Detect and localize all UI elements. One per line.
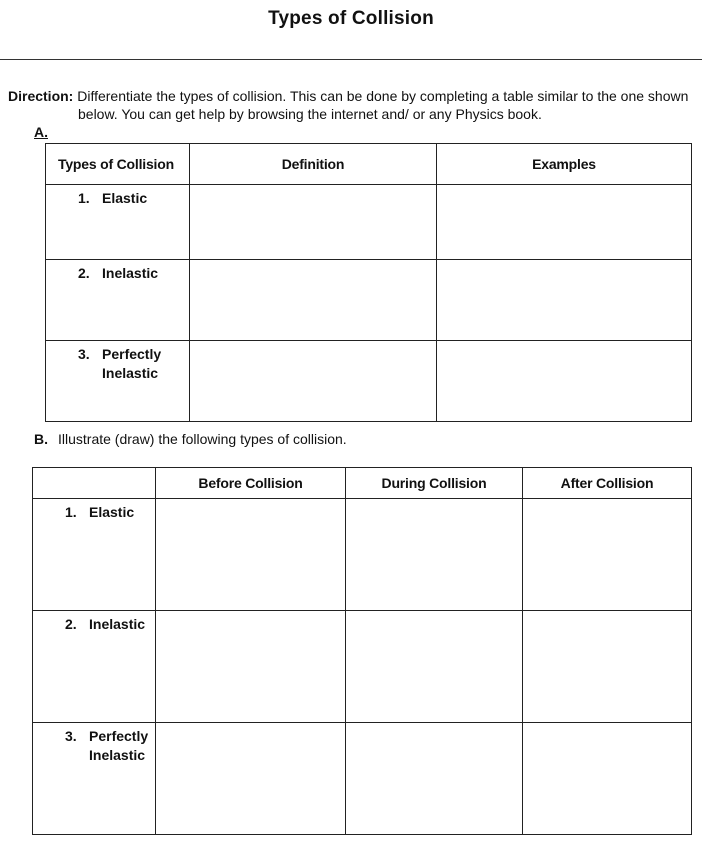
row-number: 1. [65, 504, 77, 520]
before-collision-cell[interactable] [156, 499, 346, 611]
collision-type-label: Elastic [89, 504, 135, 520]
after-collision-cell[interactable] [523, 499, 692, 611]
definition-cell[interactable] [190, 260, 437, 341]
during-collision-cell[interactable] [346, 499, 523, 611]
during-collision-cell[interactable] [346, 611, 523, 723]
title-divider [0, 59, 702, 60]
examples-cell[interactable] [437, 260, 692, 341]
collision-type-label: Inelastic [89, 616, 146, 632]
header-before-collision: Before Collision [156, 468, 346, 499]
examples-cell[interactable] [437, 185, 692, 260]
header-after-collision: After Collision [523, 468, 692, 499]
part-b-instruction: Illustrate (draw) the following types of collision. [58, 431, 347, 447]
direction-text-line2: below. You can get help by browsing the internet and/ or any Physics book. [78, 106, 542, 122]
row-number: 2. [78, 265, 90, 281]
definition-cell[interactable] [190, 185, 437, 260]
row-number: 1. [78, 190, 90, 206]
table-row [33, 611, 692, 723]
table-row [46, 185, 692, 260]
table-row [46, 341, 692, 422]
after-collision-cell[interactable] [523, 611, 692, 723]
part-b-heading [34, 431, 347, 447]
before-collision-cell[interactable] [156, 723, 346, 835]
definition-cell[interactable] [190, 341, 437, 422]
part-b-label: B. [34, 431, 48, 447]
header-blank [33, 468, 156, 499]
part-a-label: A. [34, 124, 48, 140]
collision-illustration-table [32, 467, 692, 835]
direction-paragraph [8, 87, 698, 123]
collision-type-label: Elastic [102, 190, 148, 206]
row-number: 3. [65, 728, 77, 744]
table-header-row [33, 468, 692, 499]
during-collision-cell[interactable] [346, 723, 523, 835]
header-during-collision: During Collision [346, 468, 523, 499]
type-cell [33, 499, 156, 611]
table-header-row [46, 144, 692, 185]
direction-label: Direction: [8, 88, 74, 104]
collision-type-label: Perfectly Inelastic [102, 346, 162, 381]
type-cell [33, 723, 156, 835]
before-collision-cell[interactable] [156, 611, 346, 723]
collision-type-label: Inelastic [102, 265, 159, 281]
type-cell [46, 341, 190, 422]
row-number: 3. [78, 346, 90, 362]
header-examples: Examples [437, 144, 692, 185]
row-number: 2. [65, 616, 77, 632]
collision-definition-table [45, 143, 692, 422]
type-cell [33, 611, 156, 723]
after-collision-cell[interactable] [523, 723, 692, 835]
examples-cell[interactable] [437, 341, 692, 422]
header-types-of-collision: Types of Collision [46, 144, 190, 185]
type-cell [46, 185, 190, 260]
direction-text-line1: Differentiate the types of collision. This can be done by completing a table similar to the one shown [73, 88, 689, 104]
header-definition: Definition [190, 144, 437, 185]
page-title: Types of Collision [268, 8, 434, 29]
collision-type-label: Perfectly Inelastic [89, 728, 149, 763]
type-cell [46, 260, 190, 341]
table-row [46, 260, 692, 341]
table-row [33, 723, 692, 835]
table-row [33, 499, 692, 611]
